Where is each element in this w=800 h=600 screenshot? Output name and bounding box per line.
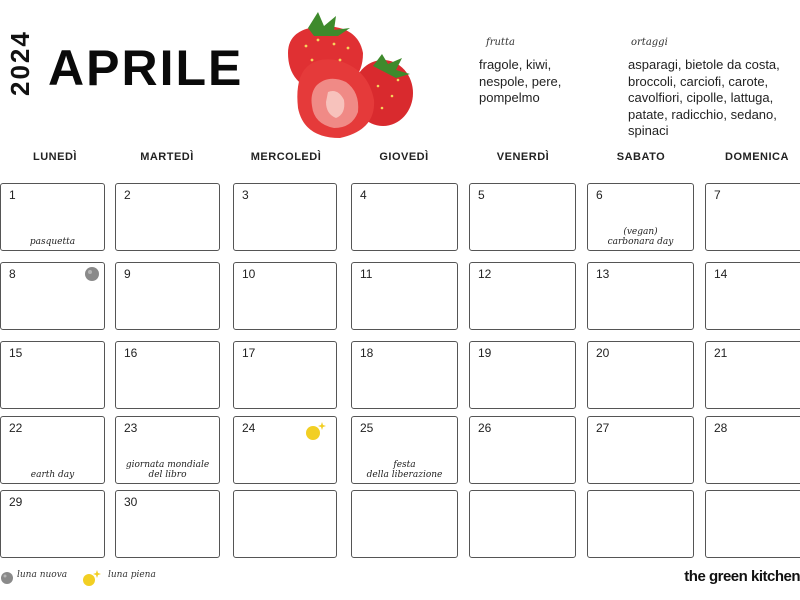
calendar-day-cell[interactable] bbox=[469, 490, 576, 558]
calendar-day-cell[interactable] bbox=[351, 416, 458, 484]
calendar-day-cell[interactable] bbox=[705, 262, 800, 330]
day-number: 12 bbox=[478, 267, 492, 281]
month-title: APRILE bbox=[48, 40, 244, 96]
day-number: 27 bbox=[596, 421, 610, 435]
vegetable-label: ortaggi bbox=[631, 37, 668, 48]
day-number: 15 bbox=[9, 346, 23, 360]
calendar-day-cell[interactable] bbox=[115, 416, 220, 484]
new-moon-icon bbox=[84, 266, 100, 282]
day-number: 2 bbox=[124, 188, 131, 202]
day-number: 30 bbox=[124, 495, 138, 509]
weekday-header: DOMENICA bbox=[725, 151, 789, 163]
calendar-day-cell[interactable] bbox=[705, 183, 800, 251]
day-number: 26 bbox=[478, 421, 492, 435]
weekday-header: MERCOLEDÌ bbox=[250, 151, 322, 163]
day-number: 3 bbox=[242, 188, 249, 202]
calendar-day-cell[interactable] bbox=[233, 490, 337, 558]
calendar-day-cell[interactable] bbox=[351, 490, 458, 558]
day-number: 5 bbox=[478, 188, 485, 202]
calendar-day-cell[interactable] bbox=[587, 262, 694, 330]
calendar-day-cell[interactable] bbox=[233, 341, 337, 409]
weekday-header: GIOVEDÌ bbox=[379, 151, 429, 163]
day-number: 21 bbox=[714, 346, 728, 360]
calendar-day-cell[interactable] bbox=[587, 490, 694, 558]
calendar-day-cell[interactable] bbox=[0, 490, 105, 558]
calendar-day-cell[interactable] bbox=[587, 341, 694, 409]
day-number: 11 bbox=[360, 267, 373, 281]
calendar-day-cell[interactable] bbox=[587, 183, 694, 251]
calendar-day-cell[interactable] bbox=[351, 262, 458, 330]
legend-full-moon: luna piena bbox=[108, 570, 156, 580]
day-number: 29 bbox=[9, 495, 23, 509]
calendar-day-cell[interactable] bbox=[115, 183, 220, 251]
calendar-day-cell[interactable] bbox=[469, 416, 576, 484]
calendar-day-cell[interactable] bbox=[115, 262, 220, 330]
brand-logo: the green kitchen bbox=[684, 568, 800, 585]
day-number: 20 bbox=[596, 346, 610, 360]
full-moon-icon bbox=[80, 569, 102, 587]
calendar-day-cell[interactable] bbox=[705, 416, 800, 484]
day-number: 17 bbox=[242, 346, 256, 360]
calendar-day-cell[interactable] bbox=[351, 183, 458, 251]
calendar-day-cell[interactable] bbox=[469, 262, 576, 330]
year-label: 2024 bbox=[5, 30, 35, 96]
calendar-day-cell[interactable] bbox=[233, 183, 337, 251]
calendar-day-cell[interactable] bbox=[233, 416, 337, 484]
fruit-label: frutta bbox=[486, 37, 515, 48]
full-moon-icon bbox=[302, 420, 328, 442]
day-note: festa della liberazione bbox=[366, 460, 443, 480]
calendar-day-cell[interactable] bbox=[469, 341, 576, 409]
calendar-day-cell[interactable] bbox=[351, 341, 458, 409]
day-number: 14 bbox=[714, 267, 728, 281]
day-number: 22 bbox=[9, 421, 23, 435]
day-number: 1 bbox=[9, 188, 16, 202]
day-number: 9 bbox=[124, 267, 131, 281]
day-number: 23 bbox=[124, 421, 138, 435]
day-number: 28 bbox=[714, 421, 728, 435]
day-note: (vegan) carbonara day bbox=[607, 227, 674, 247]
day-number: 8 bbox=[9, 267, 16, 281]
calendar-day-cell[interactable] bbox=[233, 262, 337, 330]
calendar-day-cell[interactable] bbox=[705, 341, 800, 409]
calendar-day-cell[interactable] bbox=[587, 416, 694, 484]
day-note: pasquetta bbox=[29, 237, 76, 247]
day-number: 10 bbox=[242, 267, 256, 281]
day-number: 16 bbox=[124, 346, 138, 360]
weekday-header: LUNEDÌ bbox=[33, 151, 77, 163]
weekday-header: MARTEDÌ bbox=[140, 151, 194, 163]
new-moon-icon bbox=[0, 571, 14, 585]
calendar-day-cell[interactable] bbox=[469, 183, 576, 251]
day-number: 6 bbox=[596, 188, 603, 202]
calendar-day-cell[interactable] bbox=[115, 341, 220, 409]
vegetable-list: asparagi, bietole da costa, broccoli, carciofi, carote, cavolfiori, cipolle, lattuga, patate, radicchio, sedano, spinaci bbox=[628, 57, 780, 138]
day-note: giornata mondiale del libro bbox=[125, 460, 210, 480]
day-number: 24 bbox=[242, 421, 256, 435]
strawberry-illustration bbox=[278, 8, 424, 144]
calendar-day-cell[interactable] bbox=[0, 416, 105, 484]
day-number: 18 bbox=[360, 346, 374, 360]
weekday-header: SABATO bbox=[616, 151, 666, 163]
calendar-day-cell[interactable] bbox=[0, 183, 105, 251]
weekday-header: VENERDÌ bbox=[496, 151, 550, 163]
day-number: 7 bbox=[714, 188, 721, 202]
calendar-day-cell[interactable] bbox=[0, 262, 105, 330]
day-number: 25 bbox=[360, 421, 374, 435]
calendar-day-cell[interactable] bbox=[115, 490, 220, 558]
day-note: earth day bbox=[30, 470, 75, 480]
calendar-day-cell[interactable] bbox=[705, 490, 800, 558]
day-number: 19 bbox=[478, 346, 492, 360]
fruit-list: fragole, kiwi, nespole, pere, pompelmo bbox=[479, 57, 562, 105]
calendar-day-cell[interactable] bbox=[0, 341, 105, 409]
day-number: 13 bbox=[596, 267, 610, 281]
day-number: 4 bbox=[360, 188, 367, 202]
legend-new-moon: luna nuova bbox=[17, 570, 68, 580]
